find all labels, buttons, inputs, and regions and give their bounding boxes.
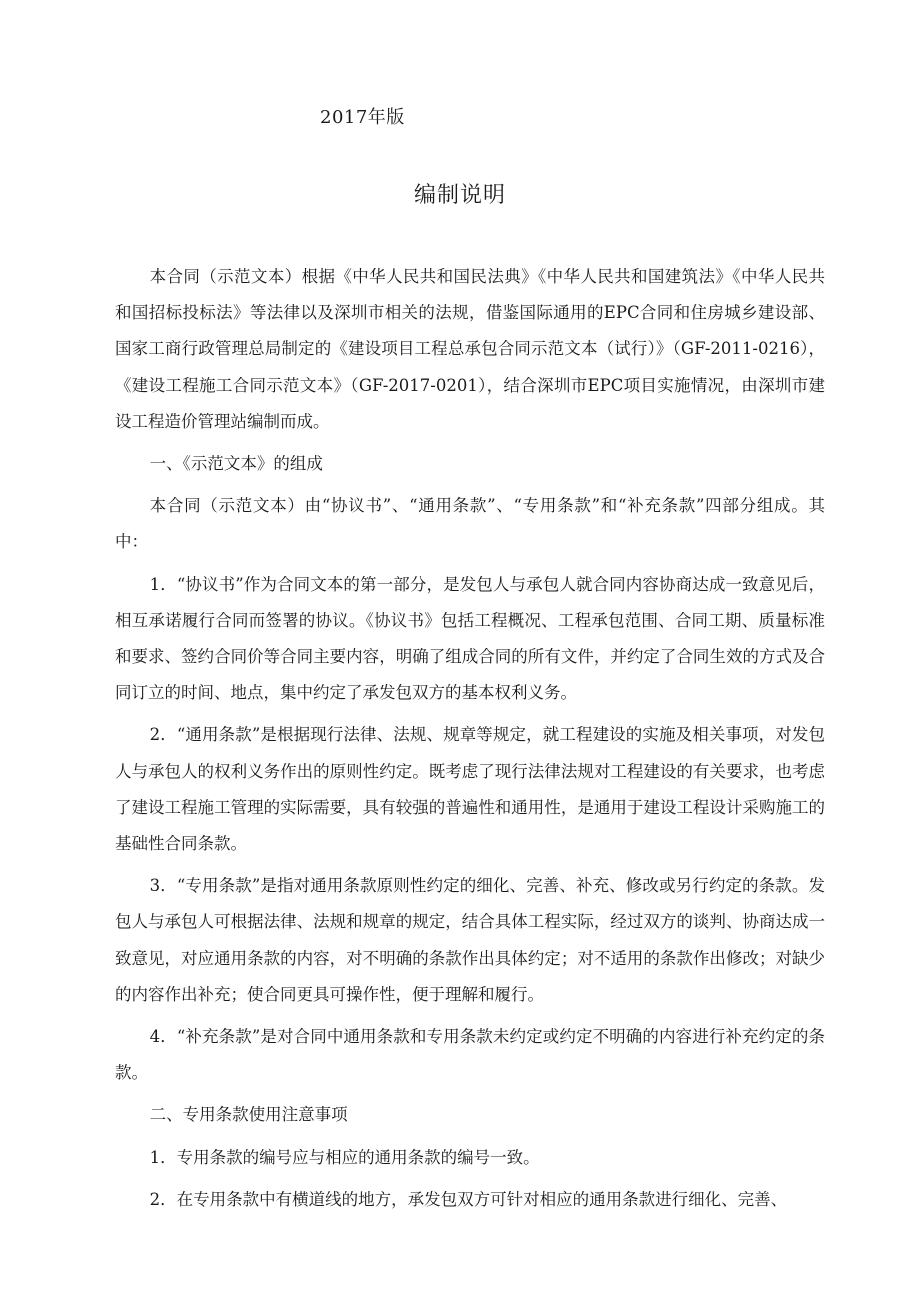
paragraph-note-1: 1．专用条款的编号应与相应的通用条款的编号一致。 (149, 1147, 540, 1167)
edition-label: 2017年版 (320, 107, 405, 128)
paragraph-intro: 本合同（示范文本）根据《中华人民共和国民法典》《中华人民共和国建筑法》《中华人民共和国招标投标法》等法律以及深圳市相关的法规，借鉴国际通用的EPC合同和住房城乡建设部、国家工商行政管理总局制定的《建设项目工程总承包合同示范文本（试行）》（GF-2011-0216），《建设工程施工合同示范文本》（GF-2017-0201），结合深圳市EPC项目实施情况，由深圳市建设工程造价管理站编制而成。 (115, 267, 825, 431)
section-heading-notes: 二、专用条款使用注意事项 (149, 1105, 348, 1125)
paragraph-supplementary-terms: 4．“补充条款”是对合同中通用条款和专用条款未约定或约定不明确的内容进行补充约定的条款。 (115, 1027, 825, 1083)
document-body (115, 259, 825, 1224)
paragraph-special-terms: 3．“专用条款”是指对通用条款原则性约定的细化、完善、补充、修改或另行约定的条款。发包人与承包人可根据法律、法规和规章的规定，结合具体工程实际，经过双方的谈判、协商达成一致意见，对应通用条款的内容，对不明确的条款作出具体约定；对不适用的条款作出修改；对缺少的内容作出补充；使合同更具可操作性，便于理解和履行。 (115, 876, 825, 1004)
paragraph-composition: 本合同（示范文本）由“协议书”、“通用条款”、“专用条款”和“补充条款”四部分组成。其中： (115, 496, 825, 552)
page-title: 编制说明 (413, 183, 506, 208)
section-heading-composition: 一、《示范文本》的组成 (149, 454, 323, 474)
paragraph-general-terms: 2．“通用条款”是根据现行法律、法规、规章等规定，就工程建设的实施及相关事项，对发包人与承包人的权利义务作出的原则性约定。既考虑了现行法律法规对工程建设的有关要求，也考虑了建设工程施工管理的实际需要，具有较强的普遍性和通用性，是通用于建设工程设计采购施工的基础性合同条款。 (115, 725, 825, 854)
paragraph-note-2: 2．在专用条款中有横道线的地方，承发包双方可针对相应的通用条款进行细化、完善、 (149, 1189, 788, 1209)
paragraph-agreement: 1．“协议书”作为合同文本的第一部分，是发包人与承包人就合同内容协商达成一致意见后，相互承诺履行合同而签署的协议。《协议书》包括工程概况、工程承包范围、合同工期、质量标准和要求、签约合同价等合同主要内容，明确了组成合同的所有文件，并约定了合同生效的方式及合同订立的时间、地点，集中约定了承发包双方的基本权利义务。 (115, 574, 825, 703)
